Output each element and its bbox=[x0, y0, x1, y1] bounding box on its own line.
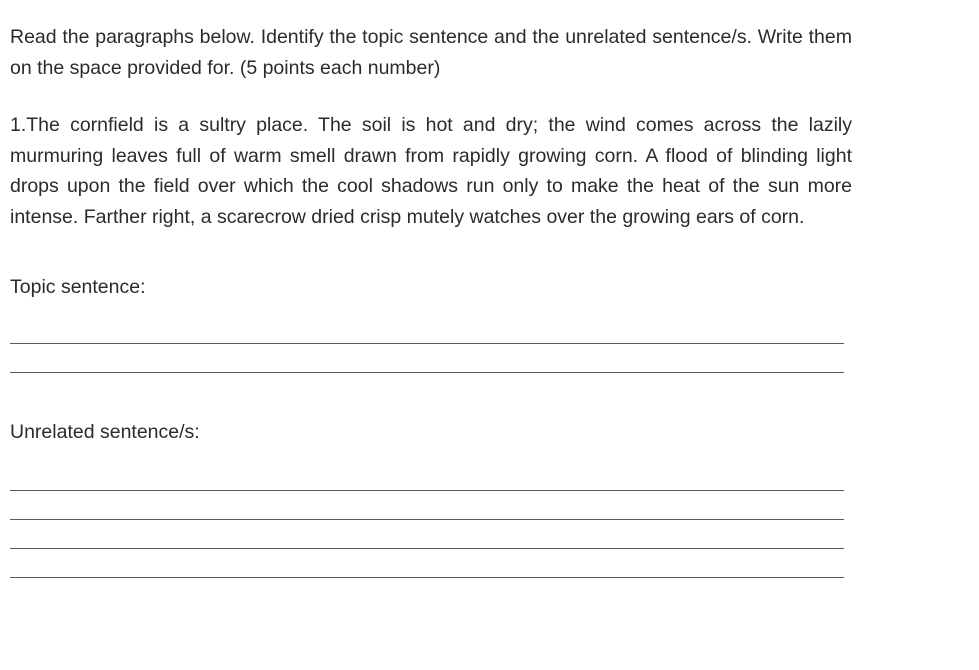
worksheet bbox=[10, 22, 852, 578]
topic-answer-lines bbox=[10, 343, 852, 373]
topic-sentence-section bbox=[10, 272, 852, 373]
unrelated-sentence-section bbox=[10, 417, 852, 578]
unrelated-sentence-label: Unrelated sentence/s: bbox=[10, 421, 200, 443]
instructions-text: Read the paragraphs below. Identify the topic sentence and the unrelated sentence/s. Write them on the space provided for. (5 points each number) bbox=[10, 26, 852, 79]
answer-line[interactable] bbox=[10, 519, 844, 520]
topic-sentence-label: Topic sentence: bbox=[10, 276, 146, 298]
answer-line[interactable] bbox=[10, 490, 844, 491]
paragraph-item-1: 1.The cornfield is a sultry place. The soil is hot and dry; the wind comes across the lazily murmuring leaves full of warm smell drawn from rapidly growing corn. A flood of blinding light drops upon the field over which the cool shadows run only to make the heat of the sun more intense. Farther right, a scarecrow dried crisp mutely watches over the growing ears of corn. bbox=[10, 114, 852, 228]
answer-line[interactable] bbox=[10, 343, 844, 344]
answer-line[interactable] bbox=[10, 548, 844, 549]
answer-line[interactable] bbox=[10, 577, 844, 578]
unrelated-answer-lines bbox=[10, 490, 852, 578]
answer-line[interactable] bbox=[10, 372, 844, 373]
